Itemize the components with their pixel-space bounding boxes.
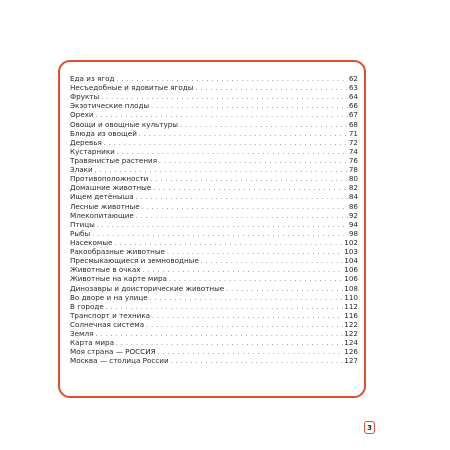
toc-entry xyxy=(70,147,358,156)
toc-entry-title: Кустарники xyxy=(70,146,115,156)
toc-entry-title: Солнечная система xyxy=(70,319,145,329)
dot-leader xyxy=(94,330,343,339)
toc-entry xyxy=(70,302,358,311)
toc-entry-title: Транспорт и техника xyxy=(70,310,151,320)
toc-entry-title: Москва — столица России xyxy=(70,356,169,366)
toc-entry xyxy=(70,320,358,329)
toc-entry-page: 82 xyxy=(348,183,358,193)
dot-leader xyxy=(152,184,348,193)
toc-entry xyxy=(70,174,358,183)
dot-leader xyxy=(149,175,348,184)
toc-entry-page: 127 xyxy=(344,356,358,366)
toc-entry-page: 106 xyxy=(344,274,358,284)
toc-entry-title: В городе xyxy=(70,301,104,311)
toc-entry-page: 124 xyxy=(344,338,358,348)
toc-entry-title: Экзотические плоды xyxy=(70,101,150,111)
dot-leader xyxy=(138,130,348,139)
toc-entry xyxy=(70,338,358,347)
toc-entry-title: Рыбы xyxy=(70,228,91,238)
toc-entry-title: Карта мира xyxy=(70,338,115,348)
dot-leader xyxy=(135,212,348,221)
toc-entry xyxy=(70,83,358,92)
toc-entry-page: 106 xyxy=(344,265,358,275)
toc-entry-page: 112 xyxy=(344,301,358,311)
dot-leader xyxy=(194,84,347,93)
toc-entry xyxy=(70,165,358,174)
toc-entry-title: Ищем детёныша xyxy=(70,192,134,202)
toc-entry-page: 98 xyxy=(348,228,358,238)
dot-leader xyxy=(200,257,344,266)
dot-leader xyxy=(151,312,343,321)
toc-entry xyxy=(70,92,358,101)
table-of-contents xyxy=(70,74,358,366)
toc-entry-page: 74 xyxy=(348,146,358,156)
toc-entry xyxy=(70,347,358,356)
toc-entry-title: Домашние животные xyxy=(70,183,152,193)
toc-entry-title: Моя страна — РОССИЯ xyxy=(70,347,156,357)
toc-entry xyxy=(70,293,358,302)
toc-entry-page: 122 xyxy=(344,319,358,329)
toc-entry-title: Блюда из овощей xyxy=(70,128,137,138)
toc-entry-page: 116 xyxy=(344,310,358,320)
dot-leader xyxy=(149,294,344,303)
toc-entry-page: 94 xyxy=(348,219,358,229)
toc-entry-page: 103 xyxy=(344,247,358,257)
toc-entry-page: 84 xyxy=(348,192,358,202)
toc-entry-page: 126 xyxy=(344,347,358,357)
toc-entry xyxy=(70,101,358,110)
toc-entry-title: Фрукты xyxy=(70,92,100,102)
toc-entry-page: 76 xyxy=(348,155,358,165)
toc-entry xyxy=(70,211,358,220)
toc-entry xyxy=(70,284,358,293)
toc-entry-title: Пресмыкающиеся и земноводные xyxy=(70,256,199,266)
dot-leader xyxy=(91,230,348,239)
dot-leader xyxy=(225,285,343,294)
toc-entry xyxy=(70,202,358,211)
toc-entry-title: Деревья xyxy=(70,137,102,147)
toc-entry-title: Травянистые растения xyxy=(70,155,158,165)
toc-entry xyxy=(70,183,358,192)
toc-entry-title: Динозавры и доисторические животные xyxy=(70,283,225,293)
toc-entry-page: 78 xyxy=(348,165,358,175)
toc-entry-title: Земля xyxy=(70,329,94,339)
toc-entry xyxy=(70,138,358,147)
toc-entry-page: 104 xyxy=(344,256,358,266)
dot-leader xyxy=(150,102,348,111)
page-number: 3 xyxy=(364,421,375,434)
dot-leader xyxy=(135,193,348,202)
toc-entry xyxy=(70,329,358,338)
toc-entry-page: 92 xyxy=(348,210,358,220)
toc-entry-page: 62 xyxy=(348,74,358,83)
dot-leader xyxy=(179,121,348,130)
toc-entry xyxy=(70,238,358,247)
toc-entry xyxy=(70,74,358,83)
toc-entry xyxy=(70,220,358,229)
toc-entry-page: 86 xyxy=(348,201,358,211)
toc-entry-title: Животные на карте мира xyxy=(70,274,167,284)
dot-leader xyxy=(141,266,343,275)
toc-entry xyxy=(70,265,358,274)
toc-entry-page: 66 xyxy=(348,101,358,111)
toc-entry xyxy=(70,356,358,365)
toc-entry xyxy=(70,192,358,201)
toc-entry xyxy=(70,247,358,256)
toc-entry-title: Млекопитающие xyxy=(70,210,134,220)
toc-entry-page: 102 xyxy=(344,237,358,247)
toc-entry-title: Во дворе и на улице xyxy=(70,292,148,302)
toc-entry-title: Лесные животные xyxy=(70,201,140,211)
dot-leader xyxy=(170,357,344,366)
toc-entry-title: Птицы xyxy=(70,219,95,229)
toc-entry-title: Ракообразные животные xyxy=(70,247,165,257)
toc-entry-page: 72 xyxy=(348,137,358,147)
toc-entry xyxy=(70,311,358,320)
toc-entry-page: 68 xyxy=(348,119,358,129)
toc-entry-title: Злаки xyxy=(70,165,93,175)
toc-entry xyxy=(70,256,358,265)
dot-leader xyxy=(157,348,344,357)
toc-entry xyxy=(70,156,358,165)
dot-leader xyxy=(96,221,348,230)
toc-entry xyxy=(70,129,358,138)
toc-entry-page: 108 xyxy=(344,283,358,293)
toc-entry-title: Овощи и овощные культуры xyxy=(70,119,178,129)
toc-entry-page: 71 xyxy=(348,128,358,138)
toc-entry-title: Несъедобные и ядовитые ягоды xyxy=(70,83,194,93)
toc-entry xyxy=(70,274,358,283)
dot-leader xyxy=(103,139,348,148)
toc-entry-title: Орехи xyxy=(70,110,94,120)
toc-entry xyxy=(70,110,358,119)
toc-entry-page: 63 xyxy=(348,83,358,93)
toc-entry-page: 110 xyxy=(344,292,358,302)
dot-leader xyxy=(145,321,343,330)
toc-entry-title: Насекомые xyxy=(70,237,113,247)
toc-entry-page: 80 xyxy=(348,174,358,184)
dot-leader xyxy=(141,203,348,212)
toc-entry-title: Противоположности xyxy=(70,174,149,184)
toc-entry xyxy=(70,229,358,238)
toc-entry-title: Еда из ягод xyxy=(70,74,115,83)
toc-entry-page: 64 xyxy=(348,92,358,102)
toc-entry-title: Животные в очках xyxy=(70,265,141,275)
toc-entry xyxy=(70,120,358,129)
dot-leader xyxy=(158,157,348,166)
toc-entry-page: 122 xyxy=(344,329,358,339)
toc-entry-page: 67 xyxy=(348,110,358,120)
